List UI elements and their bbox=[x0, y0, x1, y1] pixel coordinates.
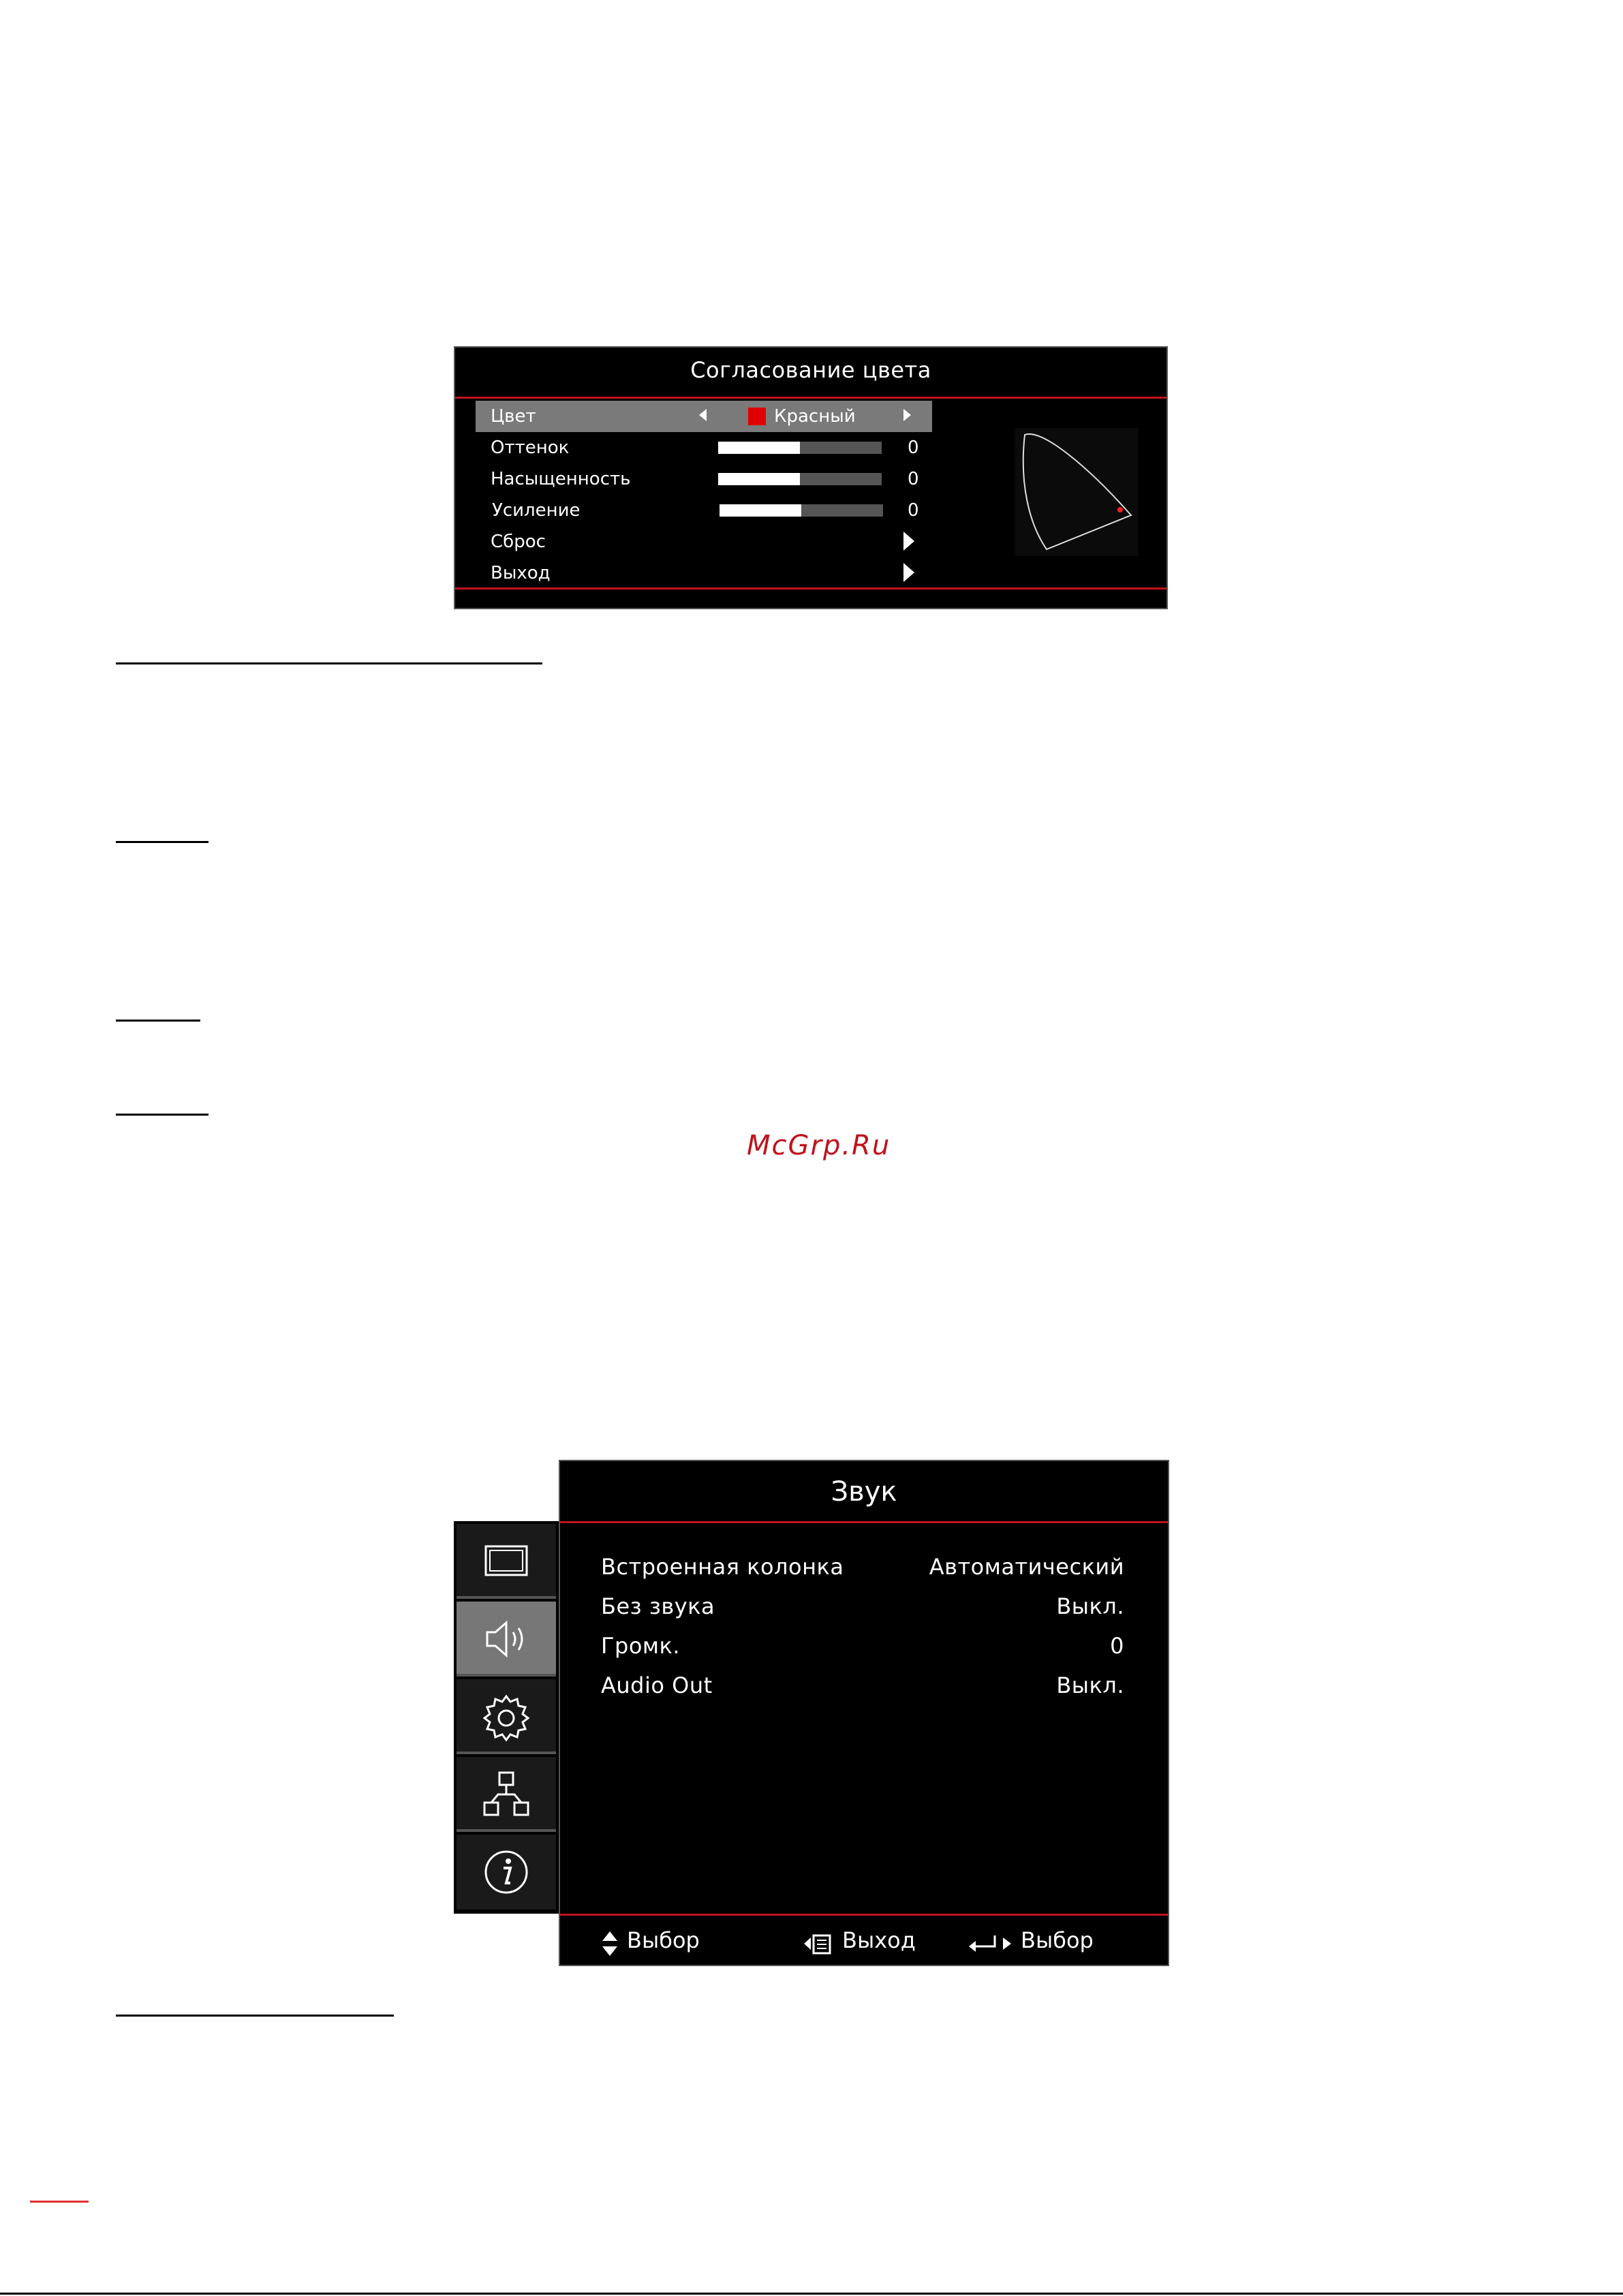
footer-exit-label: Выход bbox=[842, 1927, 916, 1953]
cm-row-value: 0 bbox=[908, 500, 919, 521]
menu-tab-sidebar bbox=[454, 1521, 559, 1914]
sound-menu-title: Звук bbox=[831, 1476, 897, 1507]
sound-item-internal-speaker[interactable] bbox=[601, 1550, 1124, 1584]
gain-slider[interactable] bbox=[720, 504, 883, 517]
sound-item-audio-out[interactable] bbox=[601, 1668, 1124, 1702]
gamut-point-marker bbox=[1117, 507, 1123, 512]
color-gamut-diagram bbox=[1015, 428, 1138, 556]
sound-menu bbox=[559, 1460, 1169, 1966]
tab-settings[interactable] bbox=[457, 1679, 556, 1754]
page-number-mark bbox=[30, 2201, 89, 2203]
cm-row-exit[interactable] bbox=[476, 557, 932, 589]
color-matching-menu bbox=[454, 346, 1168, 609]
tab-network[interactable] bbox=[457, 1757, 556, 1832]
footer-rule bbox=[0, 2293, 1623, 2295]
cm-row-label: Выход bbox=[491, 563, 551, 583]
title-divider bbox=[560, 1521, 1168, 1523]
sound-item-label: Встроенная колонка bbox=[601, 1554, 844, 1580]
slider-fill bbox=[718, 442, 800, 454]
tab-info[interactable] bbox=[457, 1835, 556, 1910]
color-matching-title: Согласование цвета bbox=[690, 357, 931, 383]
arrow-right-icon[interactable] bbox=[903, 409, 911, 421]
network-icon bbox=[479, 1767, 534, 1822]
cm-row-hue[interactable] bbox=[476, 432, 932, 463]
section-heading-underline bbox=[116, 662, 542, 664]
tab-sound[interactable] bbox=[457, 1602, 556, 1677]
cm-row-gain[interactable] bbox=[476, 495, 932, 526]
arrow-left-icon[interactable] bbox=[699, 409, 707, 421]
cm-row-label: Насыщенность bbox=[491, 469, 631, 489]
up-down-arrows-icon bbox=[601, 1930, 619, 1957]
sound-item-label: Громк. bbox=[601, 1633, 681, 1659]
footer-select-label: Выбор bbox=[627, 1927, 700, 1953]
sound-item-value: Выкл. bbox=[1056, 1672, 1124, 1698]
display-icon bbox=[479, 1534, 534, 1589]
footer-enter-label: Выбор bbox=[1021, 1927, 1094, 1953]
sound-item-value: 0 bbox=[1110, 1633, 1124, 1659]
enter-right-icon bbox=[966, 1930, 1014, 1957]
enter-arrow-icon[interactable] bbox=[903, 532, 914, 551]
cm-row-label: Усиление bbox=[492, 500, 581, 521]
gear-icon bbox=[479, 1689, 534, 1744]
cm-row-value: 0 bbox=[908, 469, 919, 489]
sound-item-volume[interactable] bbox=[601, 1629, 1124, 1663]
menu-back-icon bbox=[803, 1930, 841, 1957]
cm-row-value: 0 bbox=[908, 438, 919, 458]
enter-arrow-icon[interactable] bbox=[903, 563, 914, 582]
section-heading-underline bbox=[116, 1114, 208, 1116]
section-heading-underline bbox=[116, 2015, 394, 2017]
speaker-icon bbox=[479, 1612, 534, 1666]
tab-display[interactable] bbox=[457, 1524, 556, 1599]
title-divider bbox=[455, 397, 1166, 399]
footer-divider bbox=[560, 1914, 1168, 1916]
cm-row-label: Цвет bbox=[491, 406, 536, 427]
cm-row-color[interactable] bbox=[476, 401, 932, 432]
saturation-slider[interactable] bbox=[718, 473, 882, 485]
color-swatch bbox=[748, 408, 766, 425]
cm-row-label: Оттенок bbox=[491, 438, 570, 458]
cm-row-saturation[interactable] bbox=[476, 463, 932, 495]
section-heading-underline bbox=[116, 841, 208, 843]
sound-item-value: Автоматический bbox=[929, 1554, 1124, 1580]
watermark: McGrp.Ru bbox=[747, 1130, 891, 1161]
bottom-divider bbox=[455, 587, 1166, 590]
sound-item-label: Без звука bbox=[601, 1593, 715, 1619]
slider-fill bbox=[720, 504, 801, 517]
slider-fill bbox=[718, 473, 800, 485]
section-heading-underline bbox=[116, 1020, 200, 1022]
footer-hint-exit bbox=[803, 1927, 939, 1961]
cm-row-label: Сброс bbox=[491, 532, 546, 552]
cm-color-value: Красный bbox=[774, 406, 856, 427]
info-icon bbox=[479, 1845, 534, 1899]
sound-item-mute[interactable] bbox=[601, 1589, 1124, 1623]
sound-item-label: Audio Out bbox=[601, 1672, 713, 1698]
hue-slider[interactable] bbox=[718, 442, 882, 454]
footer-hint-enter bbox=[966, 1927, 1116, 1961]
footer-hint-select bbox=[601, 1927, 737, 1961]
cm-row-reset[interactable] bbox=[476, 526, 932, 557]
sound-item-value: Выкл. bbox=[1056, 1593, 1124, 1619]
